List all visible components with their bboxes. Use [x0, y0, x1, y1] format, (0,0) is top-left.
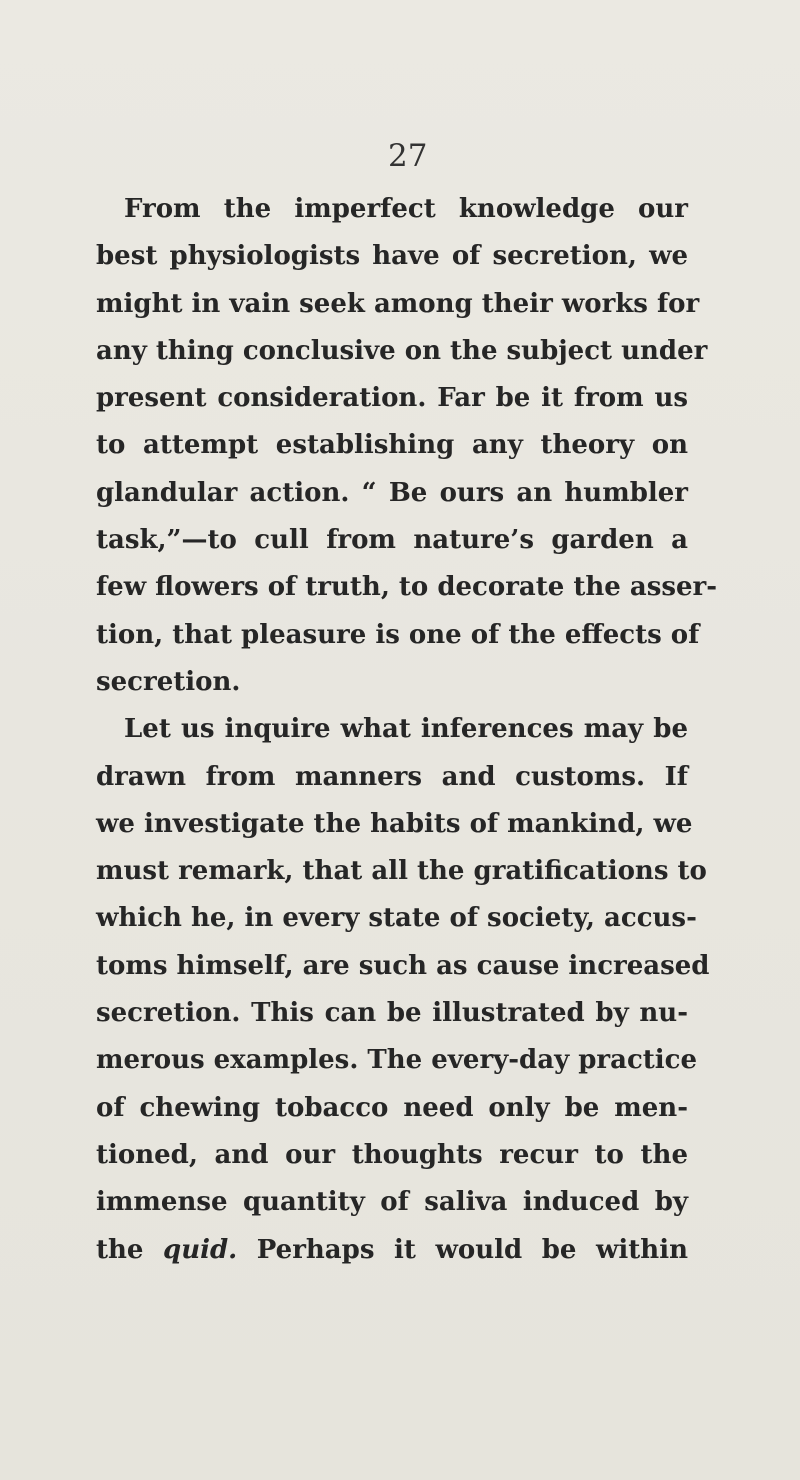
page-number: 27 [388, 138, 428, 174]
text-line: best physiologists have of secretion, we [96, 241, 688, 272]
text-line: task,”—to cull from nature’s garden a [96, 525, 688, 556]
text-line: to attempt establishing any theory on [96, 430, 688, 461]
paragraph-2 [96, 706, 710, 1274]
text-line: toms himself, are such as cause increased [96, 950, 710, 981]
text-line: which he, in every state of society, accus- [96, 903, 697, 934]
italic-word: quid. [163, 1234, 238, 1265]
text-line: tioned, and our thoughts recur to the [96, 1139, 688, 1170]
text-line: must remark, that all the gratifications to [96, 856, 707, 887]
text-line: glandular action. “ Be ours an humbler [96, 477, 688, 508]
text-line: few flowers of truth, to decorate the asser- [96, 572, 718, 603]
text-fragment: Perhaps it would be within [237, 1234, 688, 1265]
text-line: might in vain seek among their works for [96, 288, 700, 319]
text-fragment: the [96, 1234, 164, 1265]
text-line: secretion. This can be illustrated by nu- [96, 998, 688, 1029]
text-line: From the imperfect knowledge our [124, 194, 688, 224]
text-line-final [96, 1227, 688, 1274]
paragraph-1 [96, 186, 718, 706]
text-line: present consideration. Far be it from us [96, 383, 688, 414]
body-text [96, 186, 718, 1274]
text-line: any thing conclusive on the subject under [96, 335, 708, 366]
text-line: secretion. [96, 666, 241, 697]
text-line: immense quantity of saliva induced by [96, 1187, 688, 1218]
text-line: merous examples. The every-day practice [96, 1045, 698, 1076]
text-line: of chewing tobacco need only be men- [96, 1092, 688, 1123]
text-line: we investigate the habits of mankind, we [96, 808, 693, 839]
text-line: Let us inquire what inferences may be [124, 714, 688, 745]
text-line: tion, that pleasure is one of the effects of [96, 619, 700, 650]
text-line: drawn from manners and customs. If [96, 761, 688, 792]
